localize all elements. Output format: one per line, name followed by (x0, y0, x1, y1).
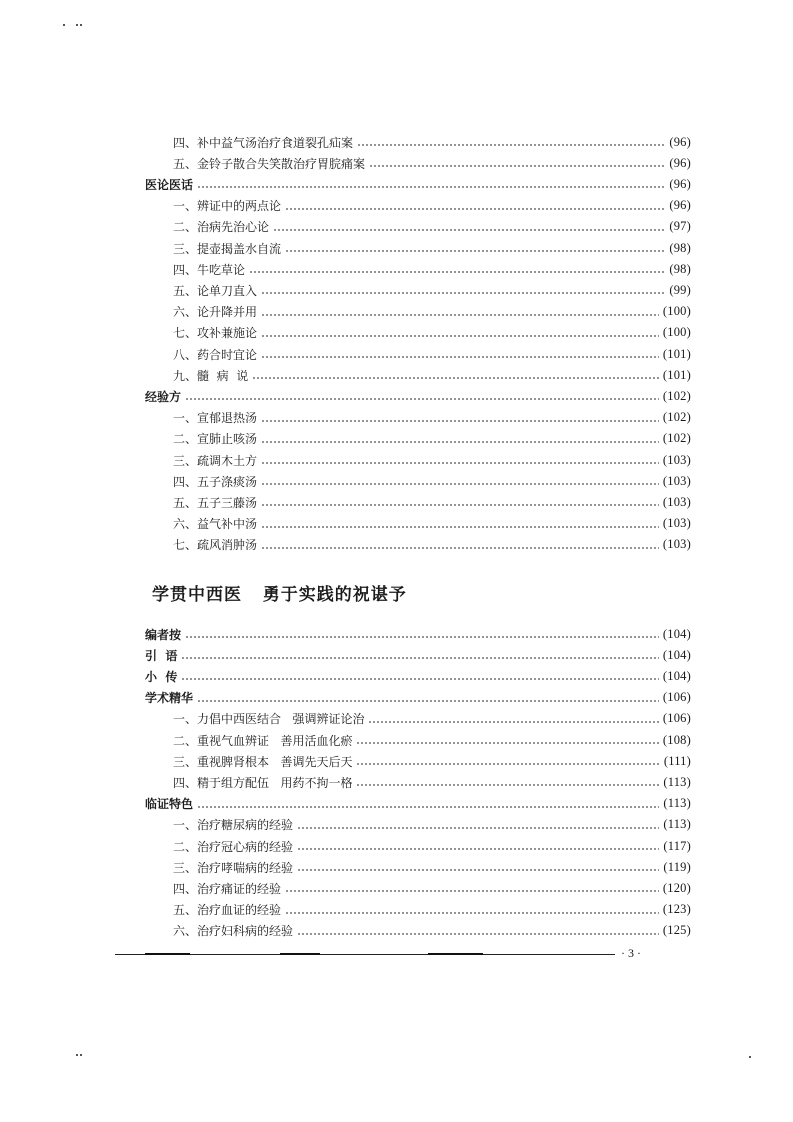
scan-speck (76, 24, 78, 26)
toc-entry (0, 836, 793, 856)
rule-segment (428, 953, 483, 955)
toc-entry-page: (101) (662, 367, 691, 382)
toc-entry (0, 238, 793, 258)
toc-entry (0, 450, 793, 470)
dot-leader (285, 250, 665, 252)
scan-speck (80, 1054, 82, 1056)
toc-entry-page: (102) (662, 410, 691, 425)
dot-leader (261, 526, 659, 528)
toc-entry (0, 492, 793, 512)
toc-entry-page: (106) (662, 711, 691, 726)
toc-entry (0, 751, 793, 771)
toc-entry-page: (100) (662, 304, 691, 319)
toc-entry-page: (96) (669, 198, 691, 213)
toc-entry (0, 408, 793, 428)
toc-entry-title: 一、力倡中西医结合 强调辨证论治 (173, 712, 365, 727)
toc-entry-page: (103) (662, 473, 691, 488)
toc-entry (0, 514, 793, 534)
dot-leader (197, 700, 659, 702)
section-heading: 学贯中西医 勇于实践的祝谌予 (152, 585, 407, 605)
toc-entry (0, 794, 793, 814)
toc-entry-title: 四、精于组方配伍 用药不拘一格 (173, 775, 353, 790)
dot-leader (297, 848, 659, 850)
toc-entry-page: (113) (663, 796, 691, 811)
dot-leader (185, 636, 659, 638)
toc-entry-page: (98) (669, 240, 691, 255)
dot-leader (261, 314, 659, 316)
toc-entry-page: (102) (662, 388, 691, 403)
toc-entry-title: 学术精华 (145, 691, 194, 706)
toc-entry (0, 280, 793, 300)
toc-entry-page: (108) (662, 732, 691, 747)
toc-entry-page: (117) (663, 838, 691, 853)
toc-entry-title: 四、牛吃草论 (173, 262, 246, 277)
toc-entry (0, 174, 793, 194)
toc-entry (0, 344, 793, 364)
toc-entry (0, 386, 793, 406)
toc-entry-title: 经验方 (145, 389, 182, 404)
toc-entry-title: 二、宣肺止咳汤 (173, 432, 258, 447)
toc-entry-page: (113) (663, 774, 691, 789)
toc-entry-page: (104) (662, 668, 691, 683)
dot-leader (261, 292, 665, 294)
toc-entry-page: (113) (663, 817, 691, 832)
toc-entry-page: (101) (662, 346, 691, 361)
toc-entry (0, 624, 793, 644)
toc-entry (0, 323, 793, 343)
toc-entry-page: (104) (662, 647, 691, 662)
toc-entry-title: 医论医话 (145, 177, 194, 192)
toc-entry-title: 临证特色 (145, 797, 194, 812)
dot-leader (197, 806, 659, 808)
toc-entry-page: (104) (662, 626, 691, 641)
toc-entry-title: 九、髓 病 说 (173, 368, 249, 383)
toc-entry-title: 一、辨证中的两点论 (173, 199, 282, 214)
toc-entry-page: (102) (662, 431, 691, 446)
toc-entry-page: (96) (669, 176, 691, 191)
toc-entry-title: 五、论单刀直入 (173, 283, 258, 298)
dot-leader (297, 827, 659, 829)
toc-entry-title: 编者按 (145, 627, 182, 642)
toc-entry-page: (111) (663, 753, 691, 768)
toc-entry-title: 五、治疗血证的经验 (173, 903, 282, 918)
dot-leader (356, 784, 659, 786)
toc-entry (0, 921, 793, 941)
dot-leader (297, 933, 659, 935)
footer-rule (115, 954, 615, 955)
toc-entry-page: (96) (669, 155, 691, 170)
toc-entry (0, 666, 793, 686)
toc-entry (0, 815, 793, 835)
dot-leader (261, 335, 659, 337)
toc-entry (0, 535, 793, 555)
toc-entry-page: (103) (662, 452, 691, 467)
dot-leader (356, 742, 658, 744)
toc-entry (0, 217, 793, 237)
dot-leader (252, 377, 659, 379)
dot-leader (285, 890, 659, 892)
toc-entry (0, 772, 793, 792)
toc-entry-page: (98) (669, 261, 691, 276)
dot-leader (368, 721, 658, 723)
toc-entry-title: 引 语 (145, 648, 178, 663)
dot-leader (261, 504, 659, 506)
toc-entry (0, 429, 793, 449)
toc-entry-title: 六、治疗妇科病的经验 (173, 924, 294, 939)
toc-entry-title: 四、补中益气汤治疗食道裂孔疝案 (173, 135, 354, 150)
toc-entry (0, 878, 793, 898)
dot-leader (249, 271, 665, 273)
toc-entry-title: 三、提壶揭盖水自流 (173, 241, 282, 256)
toc-entry-title: 八、药合时宜论 (173, 347, 258, 362)
toc-entry-title: 一、治疗糖尿病的经验 (173, 818, 294, 833)
toc-entry-title: 六、论升降并用 (173, 305, 258, 320)
dot-leader (261, 420, 659, 422)
toc-entry-title: 四、治疗痛证的经验 (173, 881, 282, 896)
dot-leader (261, 547, 659, 549)
dot-leader (181, 678, 659, 680)
toc-entry-page: (119) (663, 859, 691, 874)
toc-entry-title: 三、治疗哮喘病的经验 (173, 860, 294, 875)
toc-entry-page: (103) (662, 494, 691, 509)
rule-segment (280, 953, 320, 955)
toc-entry (0, 709, 793, 729)
toc-entry-title: 二、重视气血辨证 善用活血化瘀 (173, 733, 353, 748)
toc-entry (0, 857, 793, 877)
dot-leader (356, 763, 659, 765)
toc-entry-page: (97) (669, 219, 691, 234)
dot-leader (369, 165, 665, 167)
toc-entry-title: 二、治病先治心论 (173, 220, 270, 235)
toc-entry (0, 471, 793, 491)
rule-segment (145, 953, 190, 955)
page-number: · 3 · (621, 946, 641, 960)
toc-entry (0, 259, 793, 279)
toc-entry-page: (100) (662, 325, 691, 340)
toc-entry-title: 七、疏风消肿汤 (173, 538, 258, 553)
toc-entry-page: (120) (662, 880, 691, 895)
dot-leader (273, 229, 665, 231)
dot-leader (185, 398, 659, 400)
dot-leader (261, 441, 659, 443)
toc-entry-page: (125) (662, 923, 691, 938)
dot-leader (261, 462, 659, 464)
toc-entry (0, 132, 793, 152)
dot-leader (357, 144, 665, 146)
toc-entry-page: (123) (662, 902, 691, 917)
toc-entry (0, 365, 793, 385)
dot-leader (285, 912, 659, 914)
toc-entry-page: (103) (662, 516, 691, 531)
toc-entry-title: 三、重视脾肾根本 善调先天后天 (173, 754, 353, 769)
toc-entry (0, 302, 793, 322)
toc-entry (0, 900, 793, 920)
toc-entry-title: 一、宣郁退热汤 (173, 411, 258, 426)
dot-leader (297, 869, 659, 871)
toc-entry-title: 五、金铃子散合失笑散治疗胃脘痛案 (173, 156, 366, 171)
scan-speck (749, 1056, 751, 1058)
toc-entry-page: (106) (662, 690, 691, 705)
dot-leader (285, 208, 665, 210)
toc-entry (0, 688, 793, 708)
toc-entry-title: 三、疏调木土方 (173, 453, 258, 468)
toc-entry-page: (99) (669, 282, 691, 297)
toc-entry-title: 四、五子涤痰汤 (173, 474, 258, 489)
toc-entry-title: 七、攻补兼施论 (173, 326, 258, 341)
toc-entry (0, 153, 793, 173)
scan-speck (76, 1054, 78, 1056)
toc-entry (0, 196, 793, 216)
toc-entry (0, 645, 793, 665)
dot-leader (197, 186, 665, 188)
toc-entry-title: 二、治疗冠心病的经验 (173, 839, 294, 854)
toc-entry-page: (103) (662, 537, 691, 552)
dot-leader (261, 356, 659, 358)
dot-leader (261, 483, 659, 485)
dot-leader (181, 657, 659, 659)
toc-entry-title: 五、五子三藤汤 (173, 495, 258, 510)
scan-speck (80, 24, 82, 26)
toc-entry-title: 六、益气补中汤 (173, 517, 258, 532)
toc-entry-title: 小 传 (145, 669, 178, 684)
toc-entry (0, 730, 793, 750)
toc-entry-page: (96) (669, 134, 691, 149)
scan-speck (63, 24, 65, 26)
